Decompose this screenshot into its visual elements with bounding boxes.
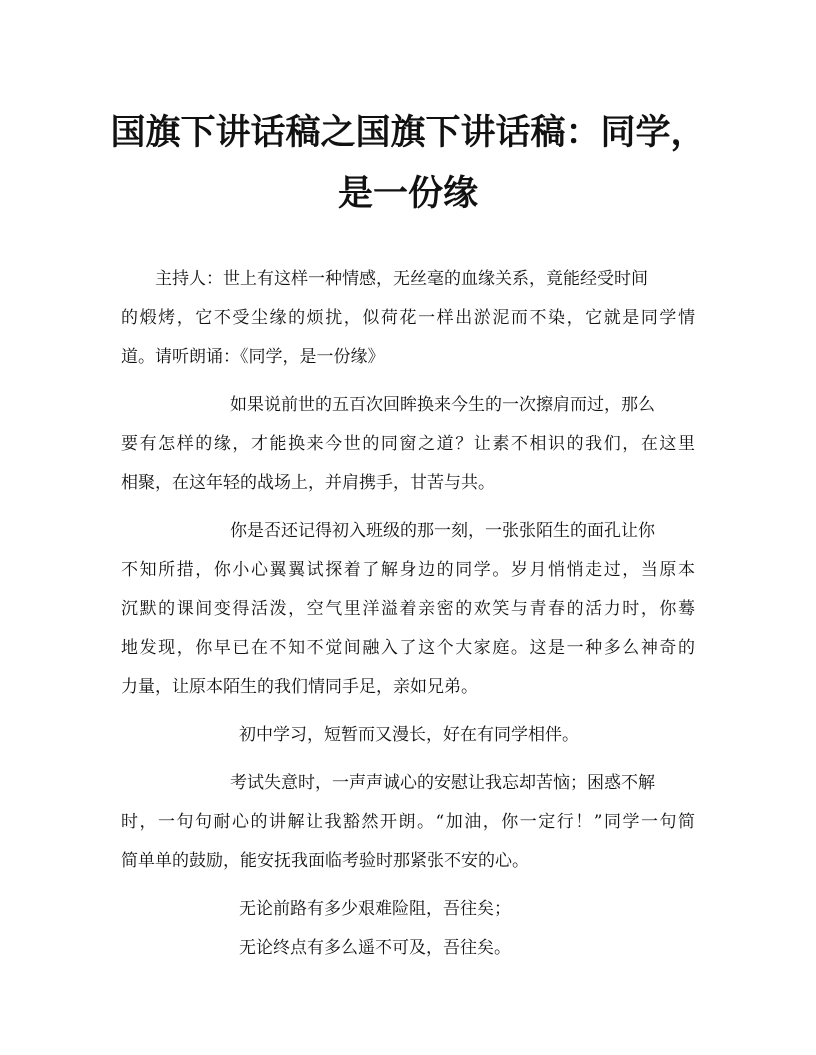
paragraph-line: 道。请听朗诵：《同学，是一份缘》 [121,347,385,367]
paragraph-line: 如果说前世的五百次回眸换来今生的一次擦肩而过，那么 [230,395,655,415]
paragraph-line: 无论前路有多少艰难险阻，吾往矣； [239,899,511,919]
paragraph-line: 要有怎样的缘，才能换来今世的同窗之道？让素不相识的我们，在这里 [121,434,695,454]
paragraph-line: 你是否还记得初入班级的那一刻，一张张陌生的面孔让你 [230,521,655,541]
paragraph-line: 的煅烤，它不受尘缘的烦扰，似荷花一样出淤泥而不染，它就是同学情 [121,308,695,328]
paragraph-line: 简单单的鼓励，能安抚我面临考验时那紧张不安的心。 [121,851,529,871]
document-title-line-1: 国旗下讲话稿之国旗下讲话稿：同学， [110,112,706,153]
paragraph-line: 沉默的课间变得活泼，空气里洋溢着亲密的欢笑与青春的活力时，你蓦 [121,599,695,619]
paragraph-line: 力量，让原本陌生的我们情同手足，亲如兄弟。 [121,677,478,697]
paragraph-line: 时，一句句耐心的讲解让我豁然开朗。“加油，你一定行！”同学一句简 [121,812,695,832]
paragraph-line: 初中学习，短暂而又漫长，好在有同学相伴。 [239,725,579,745]
document-title-line-2: 是一份缘 [337,173,478,214]
paragraph-line: 相聚，在这年轻的战场上，并肩携手，甘苦与共。 [121,473,495,493]
paragraph-line: 考试失意时，一声声诚心的安慰让我忘却苦恼；困惑不解 [230,773,655,793]
paragraph-line: 无论终点有多么遥不可及，吾往矣。 [239,938,511,958]
paragraph-line: 地发现，你早已在不知不觉间融入了这个大家庭。这是一种多么神奇的 [121,638,695,658]
paragraph-line: 不知所措，你小心翼翼试探着了解身边的同学。岁月悄悄走过，当原本 [121,560,695,580]
paragraph-line: 主持人：世上有这样一种情感，无丝毫的血缘关系，竟能经受时间 [155,269,648,289]
